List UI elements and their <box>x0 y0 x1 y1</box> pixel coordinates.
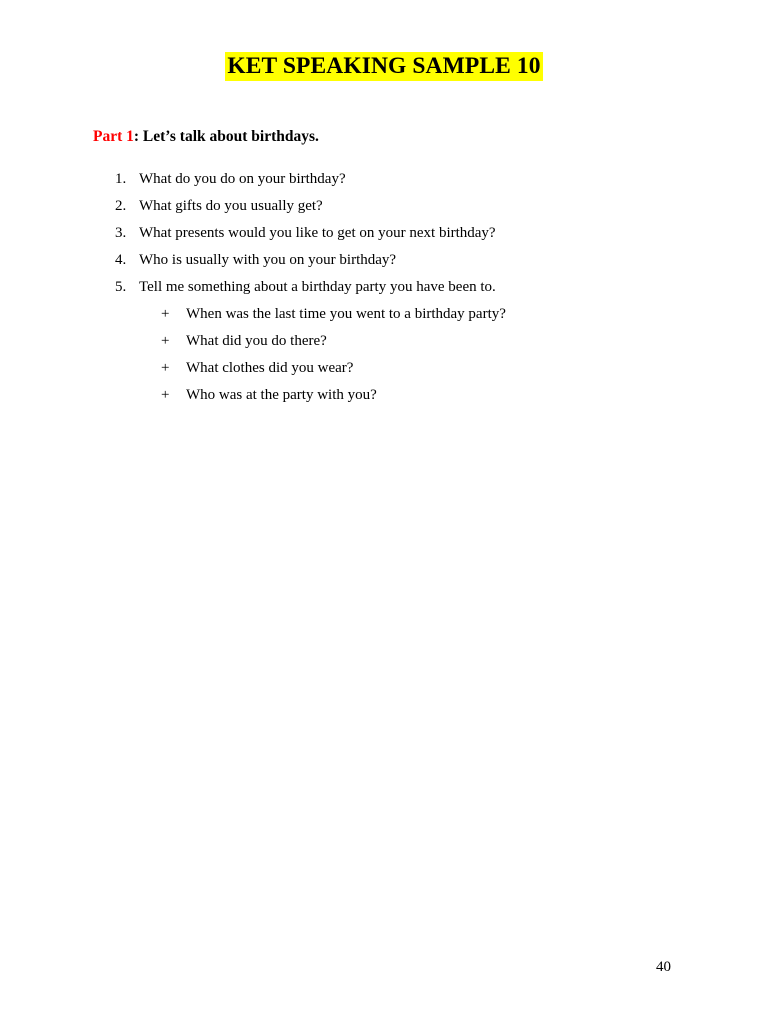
part-heading <box>93 127 319 147</box>
part-label: Part 1 <box>93 128 134 145</box>
question-number: 3. <box>115 225 127 241</box>
plus-bullet-icon: + <box>161 306 170 322</box>
plus-bullet-icon: + <box>161 360 170 376</box>
sub-question-text: What did you do there? <box>186 333 327 349</box>
question-number: 1. <box>115 171 127 187</box>
sub-question-text: What clothes did you wear? <box>186 360 354 376</box>
question-text: What gifts do you usually get? <box>139 198 323 214</box>
title-container <box>0 52 768 81</box>
question-number: 2. <box>115 198 127 214</box>
question-number: 5. <box>115 279 127 295</box>
question-text: Tell me something about a birthday party you have been to. <box>139 279 496 295</box>
sub-question-text: Who was at the party with you? <box>186 387 377 403</box>
part-heading-text: : Let’s talk about birthdays. <box>133 128 319 145</box>
plus-bullet-icon: + <box>161 333 170 349</box>
page-number: 40 <box>656 959 671 975</box>
question-number: 4. <box>115 252 127 268</box>
question-text: What presents would you like to get on your next birthday? <box>139 225 496 241</box>
question-text: Who is usually with you on your birthday? <box>139 252 397 268</box>
sub-question-text: When was the last time you went to a birthday party? <box>186 306 506 322</box>
plus-bullet-icon: + <box>161 387 170 403</box>
page-title: KET SPEAKING SAMPLE 10 <box>227 53 541 79</box>
question-text: What do you do on your birthday? <box>139 171 346 187</box>
